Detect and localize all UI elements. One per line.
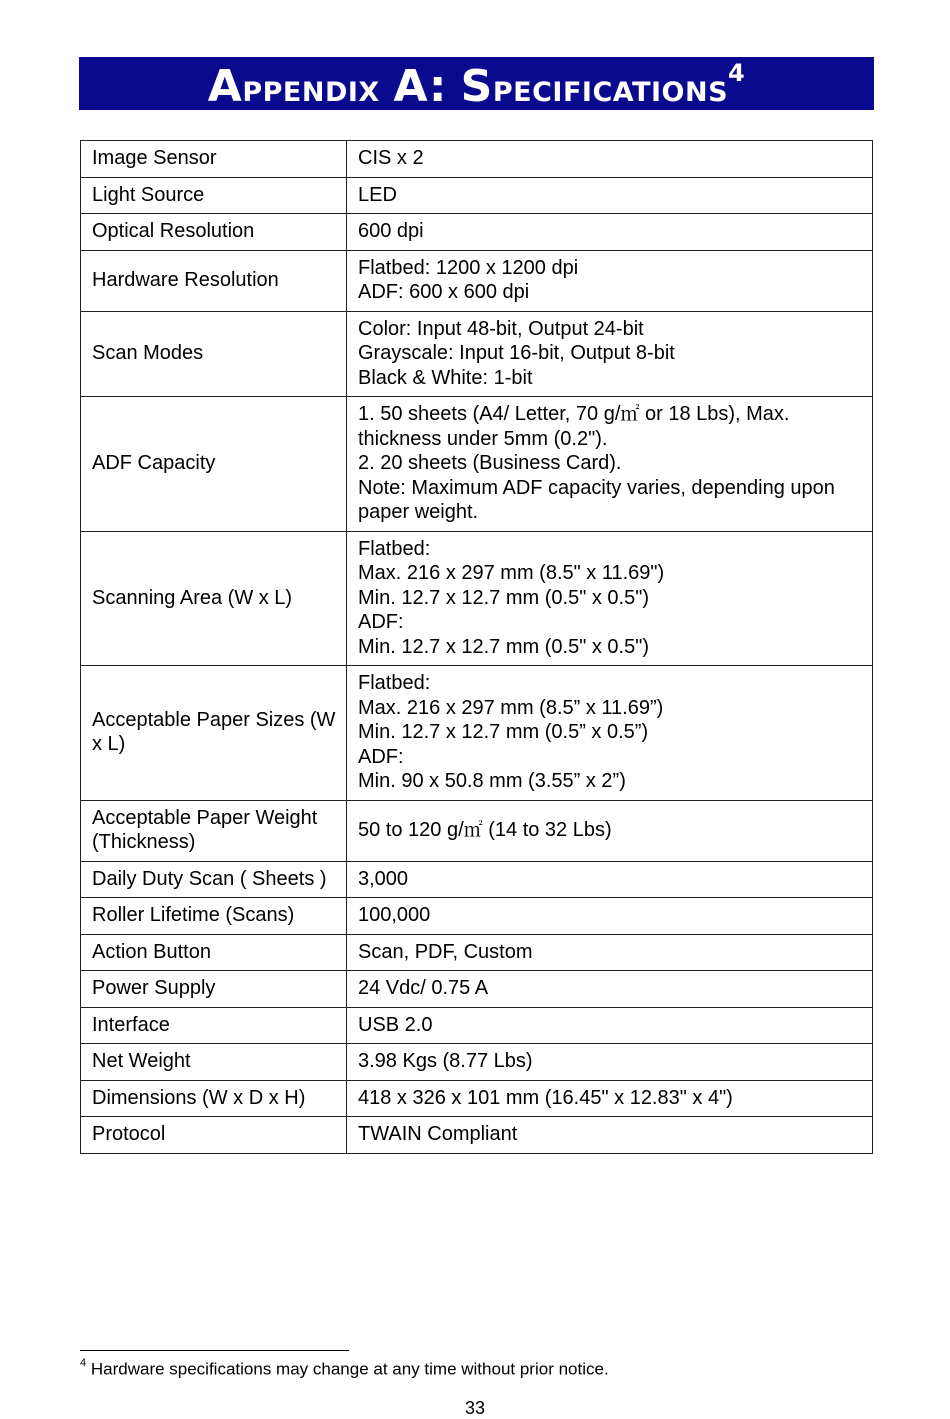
- title-word-appendix: ppendix: [242, 66, 380, 110]
- spec-label: Daily Duty Scan ( Sheets ): [81, 861, 347, 898]
- footnote-text: Hardware specifications may change at any time without prior notice.: [90, 1359, 609, 1379]
- spec-value: [347, 177, 873, 214]
- spec-value-line: 1. 50 sheets (A4/ Letter, 70 g/㎡ or 18 Lbs), Max.: [358, 403, 790, 425]
- spec-value-line: Min. 12.7 x 12.7 mm (0.5” x 0.5”): [358, 721, 649, 743]
- spec-row: [81, 397, 873, 532]
- spec-value: [347, 666, 873, 801]
- spec-value-line: 418 x 326 x 101 mm (16.45" x 12.83" x 4"): [358, 1086, 733, 1109]
- spec-value-line: Flatbed: 1200 x 1200 dpi: [358, 256, 579, 279]
- spec-value-line: Max. 216 x 297 mm (8.5" x 11.69"): [358, 562, 665, 584]
- spec-value-line: 2. 20 sheets (Business Card).: [358, 452, 622, 474]
- title-word-specifications: pecifications: [492, 66, 729, 110]
- spec-value-line: Max. 216 x 297 mm (8.5” x 11.69”): [358, 696, 664, 719]
- spec-value-line: USB 2.0: [358, 1013, 433, 1036]
- spec-value-line: Min. 12.7 x 12.7 mm (0.5" x 0.5"): [358, 586, 649, 609]
- spec-row: [81, 666, 873, 801]
- spec-row: [81, 1080, 873, 1117]
- footnote-marker: 4: [80, 1357, 87, 1369]
- specifications-table-body: [81, 141, 873, 1154]
- spec-value: [347, 397, 873, 532]
- title-footnote-marker: 4: [728, 59, 746, 88]
- spec-value-line: Grayscale: Input 16-bit, Output 8-bit: [358, 342, 675, 364]
- spec-value-line: 600 dpi: [358, 220, 424, 242]
- spec-value: [347, 934, 873, 971]
- spec-value: [347, 311, 873, 397]
- spec-row: [81, 861, 873, 898]
- spec-value-line: LED: [358, 183, 397, 206]
- spec-value-line: 100,000: [358, 904, 431, 926]
- footnote-divider: [80, 1350, 349, 1351]
- spec-value-line: 3,000: [358, 867, 409, 890]
- spec-label: ADF Capacity: [81, 397, 347, 532]
- title-word-a: A:: [393, 61, 447, 112]
- spec-label: Hardware Resolution: [81, 250, 347, 311]
- spec-value: [347, 1044, 873, 1081]
- spec-value: [347, 250, 873, 311]
- spec-row: [81, 250, 873, 311]
- spec-row: [81, 311, 873, 397]
- spec-label: Acceptable Paper Sizes (W x L): [81, 666, 347, 801]
- spec-value: [347, 1080, 873, 1117]
- spec-row: [81, 898, 873, 935]
- spec-value-line: thickness under 5mm (0.2").: [358, 427, 608, 450]
- spec-label: Scan Modes: [81, 311, 347, 397]
- spec-value: [347, 898, 873, 935]
- spec-row: [81, 531, 873, 666]
- spec-row: [81, 141, 873, 178]
- spec-value: [347, 861, 873, 898]
- spec-value-line: Flatbed:: [358, 537, 431, 560]
- spec-label: Roller Lifetime (Scans): [81, 898, 347, 935]
- spec-value-line: 50 to 120 g/㎡ (14 to 32 Lbs): [358, 818, 612, 841]
- spec-label: Scanning Area (W x L): [81, 531, 347, 666]
- spec-label: Interface: [81, 1007, 347, 1044]
- spec-value: [347, 141, 873, 178]
- spec-row: [81, 177, 873, 214]
- spec-row: [81, 800, 873, 861]
- spec-value-line: ADF: 600 x 600 dpi: [358, 281, 530, 303]
- specifications-table: [80, 140, 873, 1154]
- spec-value: [347, 971, 873, 1008]
- spec-value-line: 3.98 Kgs (8.77 Lbs): [358, 1050, 533, 1072]
- spec-label: Power Supply: [81, 971, 347, 1008]
- spec-row: [81, 1117, 873, 1154]
- spec-label: Image Sensor: [81, 141, 347, 178]
- spec-value: [347, 800, 873, 861]
- title-initial-s: S: [460, 61, 493, 112]
- spec-value-line: TWAIN Compliant: [358, 1123, 518, 1145]
- spec-row: [81, 1007, 873, 1044]
- spec-row: [81, 971, 873, 1008]
- spec-value-line: ADF:: [358, 611, 404, 633]
- spec-value-line: Scan, PDF, Custom: [358, 940, 533, 963]
- spec-value-line: Black & White: 1-bit: [358, 366, 533, 389]
- footnote: [80, 1359, 609, 1380]
- spec-label: Net Weight: [81, 1044, 347, 1081]
- spec-label: Protocol: [81, 1117, 347, 1154]
- spec-value-line: Min. 12.7 x 12.7 mm (0.5" x 0.5"): [358, 635, 649, 658]
- spec-label: Acceptable Paper Weight (Thickness): [81, 800, 347, 861]
- spec-value: [347, 531, 873, 666]
- page-title: [79, 57, 874, 110]
- page-number: 33: [464, 1398, 486, 1418]
- spec-value-line: Flatbed:: [358, 672, 431, 694]
- spec-value: [347, 1007, 873, 1044]
- spec-value-line: CIS x 2: [358, 147, 424, 169]
- spec-value-line: Min. 90 x 50.8 mm (3.55” x 2”): [358, 770, 626, 792]
- spec-label: Action Button: [81, 934, 347, 971]
- spec-label: Dimensions (W x D x H): [81, 1080, 347, 1117]
- spec-value-line: Color: Input 48-bit, Output 24-bit: [358, 317, 644, 340]
- spec-value-line: 24 Vdc/ 0.75 A: [358, 977, 489, 999]
- spec-value: [347, 1117, 873, 1154]
- spec-value: [347, 214, 873, 251]
- spec-label: Light Source: [81, 177, 347, 214]
- spec-row: [81, 214, 873, 251]
- spec-row: [81, 934, 873, 971]
- spec-value-line: paper weight.: [358, 501, 479, 523]
- title-initial-a: A: [207, 61, 243, 112]
- spec-label: Optical Resolution: [81, 214, 347, 251]
- spec-value-line: ADF:: [358, 745, 404, 768]
- spec-row: [81, 1044, 873, 1081]
- spec-value-line: Note: Maximum ADF capacity varies, depending upon: [358, 476, 835, 499]
